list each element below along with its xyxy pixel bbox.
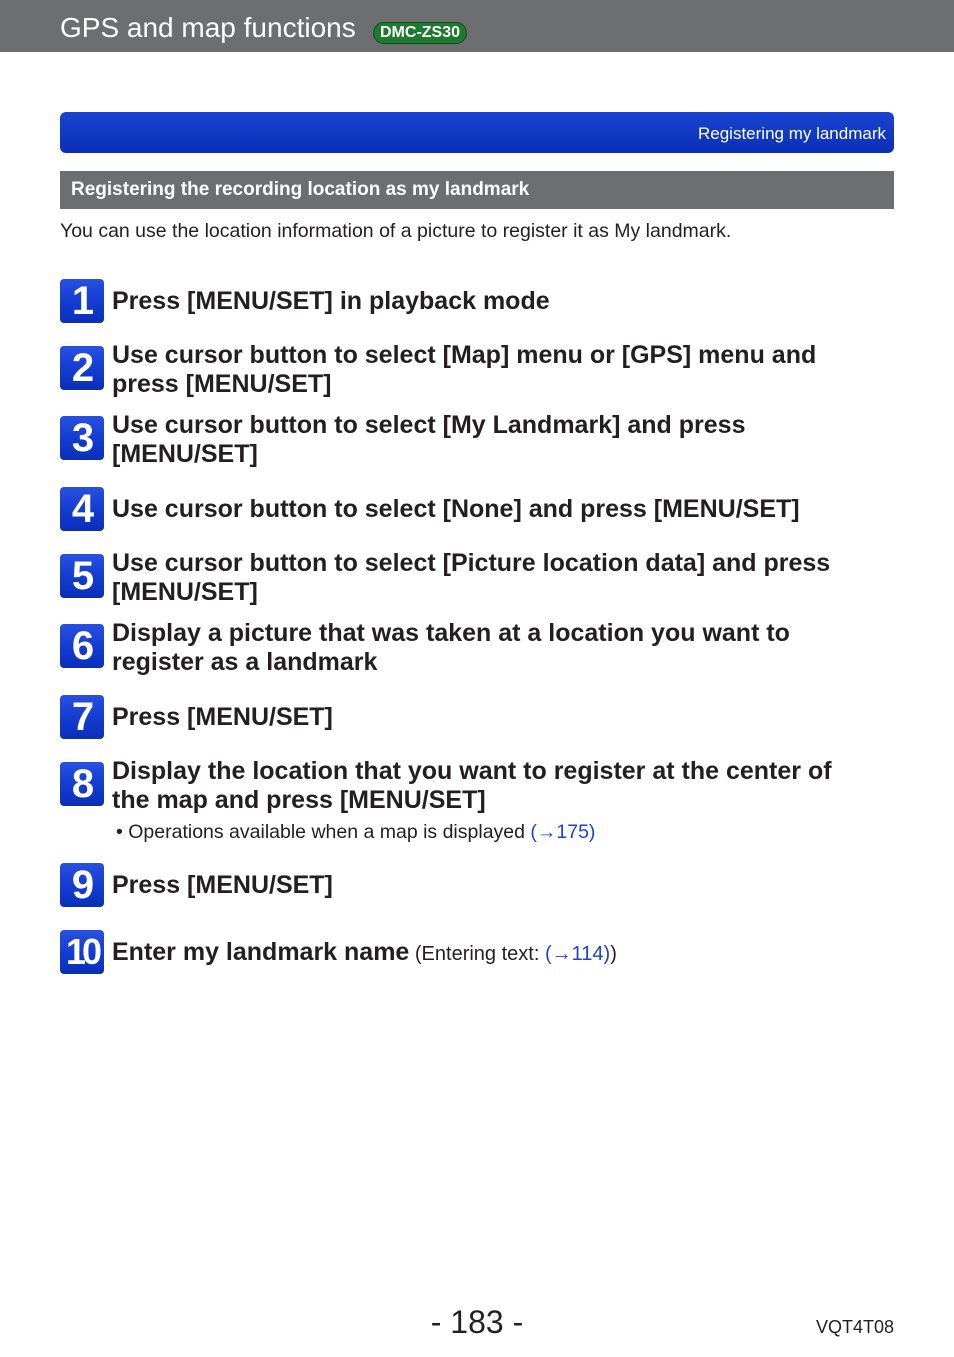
step-number-badge: 8 bbox=[60, 762, 104, 806]
subheader bbox=[60, 171, 894, 209]
step-line: Display the location that you want to register at the center of bbox=[112, 757, 832, 785]
document-code: VQT4T08 bbox=[815, 1317, 894, 1337]
step-line: Use cursor button to select [My Landmark] and press bbox=[112, 411, 746, 439]
step-text bbox=[112, 411, 745, 469]
page-number: - 183 - bbox=[430, 1304, 524, 1340]
step-text bbox=[112, 871, 333, 900]
intro-text: You can use the location information of a picture to register it as My landmark. bbox=[60, 220, 732, 242]
step-text bbox=[112, 287, 550, 316]
step-number-badge: 3 bbox=[60, 416, 104, 460]
chapter-title: GPS and map functions bbox=[60, 12, 356, 43]
step-text bbox=[112, 703, 333, 732]
step-text bbox=[112, 341, 816, 399]
step-line: Enter my landmark name bbox=[112, 938, 410, 966]
step-number-badge: 4 bbox=[60, 487, 104, 531]
step-number-badge: 7 bbox=[60, 695, 104, 739]
section-label: Registering my landmark bbox=[697, 124, 886, 143]
step-line: Display a picture that was taken at a location you want to bbox=[112, 619, 790, 647]
step-text bbox=[112, 757, 832, 815]
step-text bbox=[112, 549, 830, 607]
step-number-badge: 9 bbox=[60, 863, 104, 907]
step-line: Use cursor button to select [Picture location data] and press bbox=[112, 549, 831, 577]
step-number-badge: 1 bbox=[60, 279, 104, 323]
step-line: [MENU/SET] bbox=[112, 440, 258, 468]
step-line: Use cursor button to select [None] and press [MENU/SET] bbox=[112, 495, 800, 523]
page-reference-link[interactable]: (→175) bbox=[530, 821, 596, 843]
step-line: [MENU/SET] bbox=[112, 578, 258, 606]
top-header-bar bbox=[0, 0, 954, 52]
note-text: • Operations available when a map is displayed bbox=[116, 821, 531, 843]
step-line: Press [MENU/SET] bbox=[112, 871, 333, 899]
inline-note bbox=[409, 943, 617, 965]
page-reference-link[interactable]: (→114) bbox=[544, 943, 611, 965]
step-line: the map and press [MENU/SET] bbox=[112, 786, 486, 814]
step-number-badge: 2 bbox=[60, 346, 104, 390]
section-banner bbox=[60, 112, 894, 153]
step-line: Press [MENU/SET] bbox=[112, 703, 333, 731]
step-line: register as a landmark bbox=[112, 648, 378, 676]
step-line: press [MENU/SET] bbox=[112, 370, 332, 398]
step-number-badge: 5 bbox=[60, 554, 104, 598]
step-number-badge: 10 bbox=[60, 930, 104, 974]
step-text bbox=[112, 619, 790, 677]
subheader-title: Registering the recording location as my landmark bbox=[71, 179, 530, 200]
inline-prefix: (Entering text: bbox=[409, 943, 545, 965]
step-text bbox=[112, 938, 617, 969]
step-line: Press [MENU/SET] in playback mode bbox=[112, 287, 550, 315]
step-line: Use cursor button to select [Map] menu or [GPS] menu and bbox=[112, 341, 817, 369]
step-number-badge: 6 bbox=[60, 624, 104, 668]
step-note bbox=[116, 821, 595, 844]
model-badge: DMC-ZS30 bbox=[373, 22, 467, 44]
inline-suffix: ) bbox=[610, 943, 617, 965]
step-text bbox=[112, 495, 800, 524]
